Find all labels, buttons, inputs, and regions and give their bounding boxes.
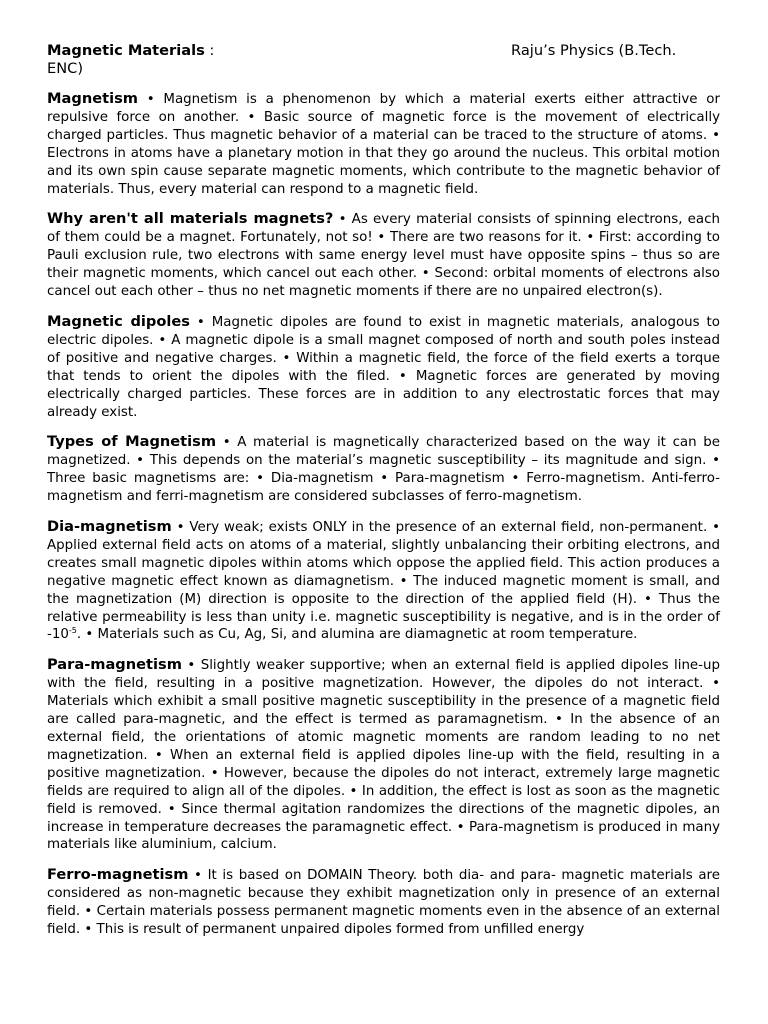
section-heading: Why aren't all materials magnets? [47,210,334,228]
section-body: • Slightly weaker supportive; when an external field is applied dipoles line-up with the field, resulting in a positive magnetization. However, the dipoles do not interact. • Materials which exhibit a small positive magnetic susceptibility in the presence of a magnetic field are called para-magnetic, and the effect is termed as paramagnetism. • In the absence of an external field, the orientations of atomic magnetic moments are random leading to no net magnetization. • When an external field is applied dipoles line-up with the field, resulting in a positive magnetization. • However, because the dipoles do not interact, extremely large magnetic fields are required to align all of the dipoles. • In addition, the effect is lost as soon as the magnetic field is removed. • Since thermal agitation randomizes the directions of the magnetic dipoles, an increase in temperature decreases the paramagnetic effect. • Para-magnetism is produced in many materials like aluminium, calcium. [47,658,720,853]
section-magnetic-dipoles [47,313,720,421]
header-line-1 [47,42,720,60]
section-body: • Magnetic dipoles are found to exist in magnetic materials, analogous to electric dipoles. • A magnetic dipole is a small magnet composed of north and south poles instead of positive and negative charges. • Within a magnetic field, the force of the field exerts a torque that tends to orient the dipoles with the filed. • Magnetic forces are generated by moving electrically charged particles. These forces are in addition to any electrostatic forces that may already exist. [47,314,721,420]
section-types-of-magnetism [47,433,720,506]
section-body: • It is based on DOMAIN Theory. both dia- and para- magnetic materials are considered as non-magnetic because they exhibit magnetization only in presence of an external field. • Certain materials possess permanent magnetic moments even in the absence of an external field. • This is result of permanent unpaired dipoles formed from unfilled energy [47,868,720,938]
section-body-cont: . • Materials such as Cu, Ag, Si, and alumina are diamagnetic at room temperature. [76,627,638,643]
section-heading: Ferro-magnetism [47,866,189,884]
title-colon: : [204,42,215,59]
section-heading: Magnetic dipoles [47,312,190,330]
section-magnetism [47,90,720,198]
section-body: • A material is magnetically characterized based on the way it can be magnetized. • This depends on the material’s magnetic susceptibility – its magnitude and sign. • Three basic magnetisms are: • Dia-magnetism • Para-magnetism • Ferro-magnetism. Anti-ferro-magnetism and ferri-magnetism are considered subclasses of ferro-magnetism. [47,435,721,505]
section-heading: Para-magnetism [47,656,182,674]
document-source: Raju’s Physics (B.Tech. [511,42,677,59]
section-heading: Types of Magnetism [47,433,217,451]
section-heading: Dia-magnetism [47,518,172,536]
document-header [47,42,720,78]
exponent: -5 [68,626,77,636]
document-title: Magnetic Materials [47,42,205,59]
section-body: • Magnetism is a phenomenon by which a material exerts either attractive or repulsive force on another. • Basic source of magnetic force is the movement of electrically charged particles. Thus magnetic behavior of a material can be traced to the structure of atoms. • Electrons in atoms have a planetary motion in that they go around the nucleus. This orbital motion and its own spin cause separate magnetic moments, which contribute to the magnetic behavior of materials. Thus, every material can respond to a magnetic field. [47,92,720,197]
header-line-2: ENC) [47,60,84,77]
section-body: • As every material consists of spinning electrons, each of them could be a magnet. Fortunately, not so! • There are two reasons for it. • First: according to Pauli exclusion rule, two electrons with same energy level must have opposite spins – thus so are their magnetic moments, which cancel out each other. • Second: orbital moments of electrons also cancel out each other – thus no net magnetic moments if there are no unpaired electron(s). [47,212,720,300]
section-ferro-magnetism [47,866,720,939]
section-para-magnetism [47,656,720,854]
section-dia-magnetism [47,518,720,644]
section-heading: Magnetism [47,90,138,107]
section-why-not-magnets [47,210,720,301]
section-body: • Very weak; exists ONLY in the presence of an external field, non-permanent. • Applied external field acts on atoms of a material, slightly unbalancing their orbiting electrons, and creates small magnetic dipoles within atoms which oppose the applied field. This action produces a negative magnetic effect known as diamagnetism. • The induced magnetic moment is small, and the magnetization (M) direction is opposite to the direction of the applied field (H). • Thus the relative permeability is less than unity i.e. magnetic susceptibility is negative, and is in the order of -10 [47,520,720,643]
